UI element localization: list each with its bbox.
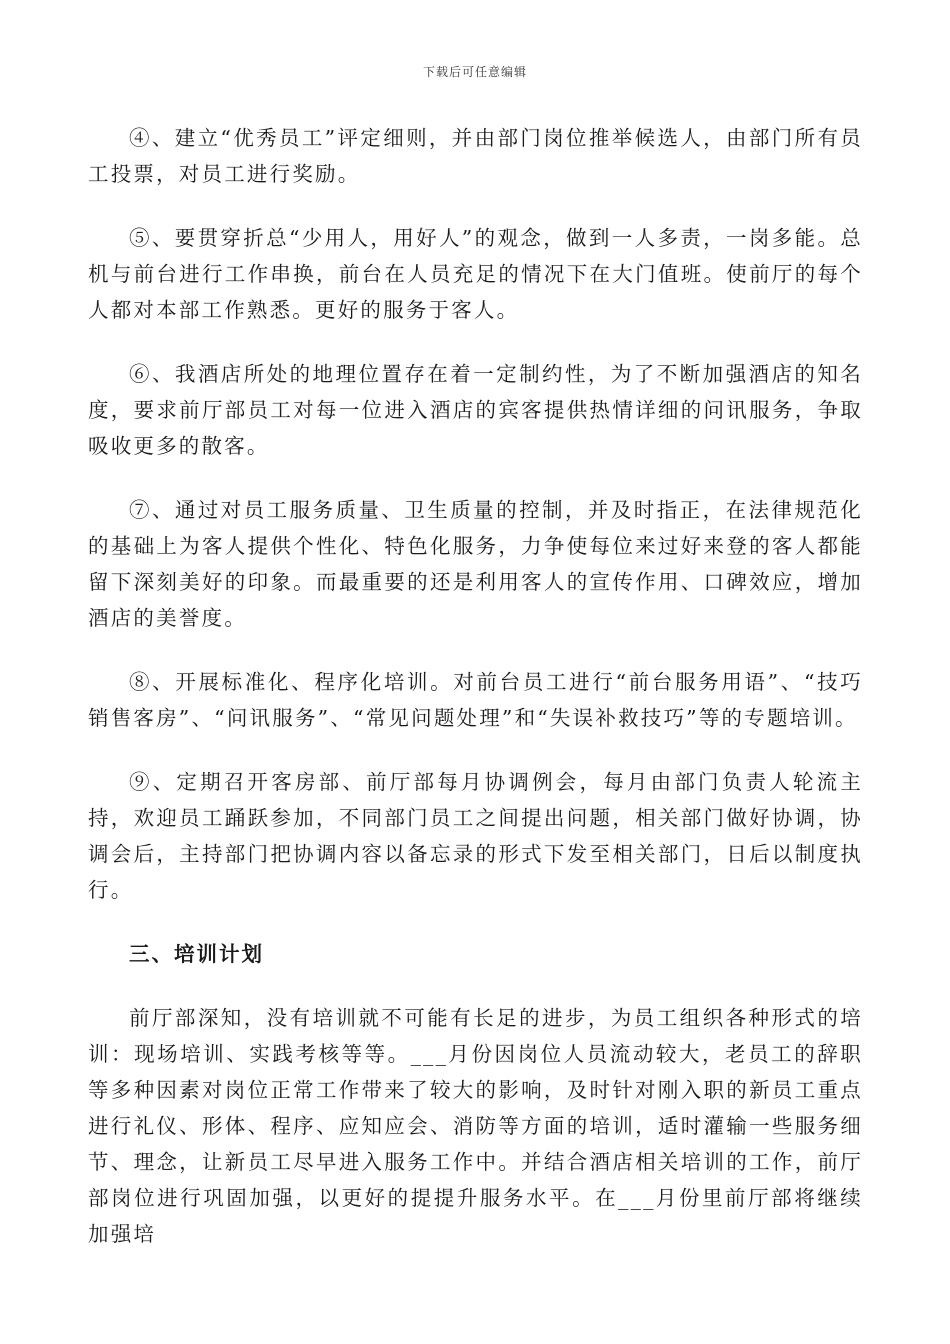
paragraph-item-6: ⑥、我酒店所处的地理位置存在着一定制约性，为了不断加强酒店的知名度，要求前厅部员工对每一位进入酒店的宾客提供热情详细的问讯服务，争取吸收更多的散客。 <box>88 362 863 458</box>
section-heading-training-plan: 三、培训计划 <box>129 942 264 966</box>
section-body-training-plan: 前厅部深知，没有培训就不可能有长足的进步，为员工组织各种形式的培训：现场培训、实践考核等等。___月份因岗位人员流动较大，老员工的辞职等多种因素对岗位正常工作带来了较大的影响，及时针对刚入职的新员工重点进行礼仪、形体、程序、应知应会、消防等方面的培训，适时灌输一些服务细节、理念，让新员工尽早进入服务工作中。并结合酒店相关培训的工作，前厅部岗位进行巩固加强，以更好的提提升服务水平。在___月份里前厅部将继续加强培 <box>88 1006 863 1246</box>
paragraph-item-5: ⑤、要贯穿折总“少用人，用好人”的观念，做到一人多责，一岗多能。总机与前台进行工作串换，前台在人员充足的情况下在大门值班。使前厅的每个人都对本部工作熟悉。更好的服务于客人。 <box>88 226 863 322</box>
paragraph-item-4: ④、建立“优秀员工”评定细则，并由部门岗位推举候选人，由部门所有员工投票，对员工进行奖励。 <box>88 126 863 186</box>
document-body <box>88 120 863 1252</box>
paragraph-item-9: ⑨、定期召开客房部、前厅部每月协调例会，每月由部门负责人轮流主持，欢迎员工踊跃参加，不同部门员工之间提出问题，相关部门做好协调，协调会后，主持部门把协调内容以备忘录的形式下发至相关部门，日后以制度执行。 <box>88 770 863 902</box>
page-header: 下载后可任意编辑 <box>422 65 527 79</box>
paragraph-item-8: ⑧、开展标准化、程序化培训。对前台员工进行“前台服务用语”、“技巧销售客房”、“问讯服务”、“常见问题处理”和“失误补救技巧”等的专题培训。 <box>88 670 863 730</box>
paragraph-item-7: ⑦、通过对员工服务质量、卫生质量的控制，并及时指正，在法律规范化的基础上为客人提供个性化、特色化服务，力争使每位来过好来登的客人都能留下深刻美好的印象。而最重要的还是利用客人的宣传作用、口碑效应，增加酒店的美誉度。 <box>88 498 863 630</box>
